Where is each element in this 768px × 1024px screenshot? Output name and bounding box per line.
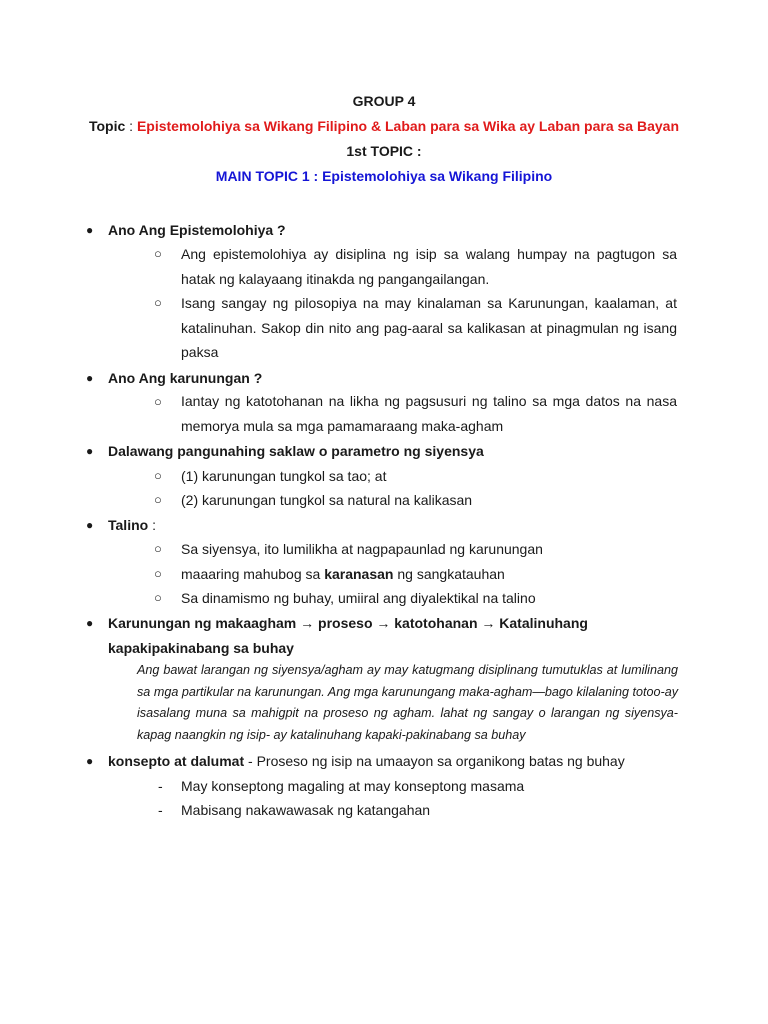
list-item: Iantay ng katotohanan na likha ng pagsusuri ng talino sa mga datos na nasa memorya mula sa mga pamamaraang maka-agham [181, 393, 677, 434]
topic-part-2: Laban para sa Wika ay Laban para sa Bayan [384, 118, 679, 134]
talino-label: Talino [108, 517, 149, 533]
section-heading-proseso-line2: kapakipakinabang sa buhay [108, 640, 294, 656]
topic-line [0, 118, 768, 134]
dash-bullet-icon: - [158, 778, 163, 794]
topic-label: Topic [88, 118, 126, 134]
konsepto-label: konsepto at dalumat [108, 753, 245, 769]
circle-bullet-icon: ○ [154, 590, 162, 605]
circle-bullet-icon: ○ [154, 541, 162, 556]
circle-bullet-icon: ○ [154, 566, 162, 581]
section-heading-talino [108, 516, 156, 534]
bullet-icon: ● [86, 223, 94, 237]
topic-ampersand: & [367, 118, 385, 134]
circle-bullet-icon: ○ [154, 246, 162, 261]
list-item: Ang epistemolohiya ay disiplina ng isip sa walang humpay na pagtugon sa hatak ng kalayaang itinakda ng pangangailangan. [181, 246, 677, 287]
main-topic-heading: MAIN TOPIC 1 : Epistemolohiya sa Wikang Filipino [215, 168, 553, 184]
section-heading-saklaw: Dalawang pangunahing saklaw o parametro ng siyensya [108, 443, 484, 459]
list-item: (1) karunungan tungkol sa tao; at [181, 468, 387, 484]
section-heading-karunungan: Ano Ang karunungan ? [108, 370, 263, 386]
list-item: Isang sangay ng pilosopiya na may kinalaman sa Karunungan, kaalaman, at katalinuhan. Sakop din nito ang pag-aaral sa kalikasan at pinagmulan ng isang paksa [181, 295, 677, 360]
circle-bullet-icon: ○ [154, 295, 162, 310]
section-heading-epistemolohiya: Ano Ang Epistemolohiya ? [108, 222, 286, 238]
list-item [181, 565, 505, 583]
list-item: Sa dinamismo ng buhay, umiiral ang diyalektikal na talino [181, 590, 536, 606]
bullet-icon: ● [86, 518, 94, 532]
section-heading-konsepto [108, 752, 625, 770]
topic-part-1: Epistemolohiya sa Wikang Filipino [136, 118, 368, 134]
circle-bullet-icon: ○ [154, 468, 162, 483]
bullet-icon: ● [86, 444, 94, 458]
dash-bullet-icon: - [158, 802, 163, 818]
item-bold-text: karanasan [324, 566, 394, 582]
quote-paragraph: Ang bawat larangan ng siyensya/agham ay may katugmang disiplinang tumutuklas at lumilinang sa mga partikular na karunungan. Ang mga karunungang maka-agham—bago kilalaning totoo-ay isasalang muna sa mahigpit na proseso ng agham. lahat ng sangay o larangan ng siyensya-kapag naangkin ng isip- ay katalinuhang kapaki-pakinabang sa buhay [137, 663, 678, 742]
first-topic-heading: 1st TOPIC : [346, 143, 422, 159]
circle-bullet-icon: ○ [154, 492, 162, 507]
bullet-icon: ● [86, 754, 94, 768]
group-title: GROUP 4 [352, 93, 416, 109]
section-heading-proseso-line1: Karunungan ng makaagham → proseso → katotohanan → Katalinuhang [108, 615, 588, 631]
circle-bullet-icon: ○ [154, 394, 162, 409]
item-text: maaaring mahubog sa [181, 566, 325, 582]
konsepto-definition: - Proseso ng isip na umaayon sa organikong batas ng buhay [244, 753, 625, 769]
list-item: Sa siyensya, ito lumilikha at nagpapaunlad ng karunungan [181, 541, 543, 557]
list-item: (2) karunungan tungkol sa natural na kalikasan [181, 492, 473, 508]
talino-colon: : [148, 517, 156, 533]
bullet-icon: ● [86, 371, 94, 385]
list-item: Mabisang nakawawasak ng katangahan [181, 802, 431, 818]
list-item: May konseptong magaling at may konseptong masama [181, 778, 525, 794]
item-text: ng sangkatauhan [393, 566, 505, 582]
bullet-icon: ● [86, 616, 94, 630]
topic-separator: : [125, 118, 137, 134]
